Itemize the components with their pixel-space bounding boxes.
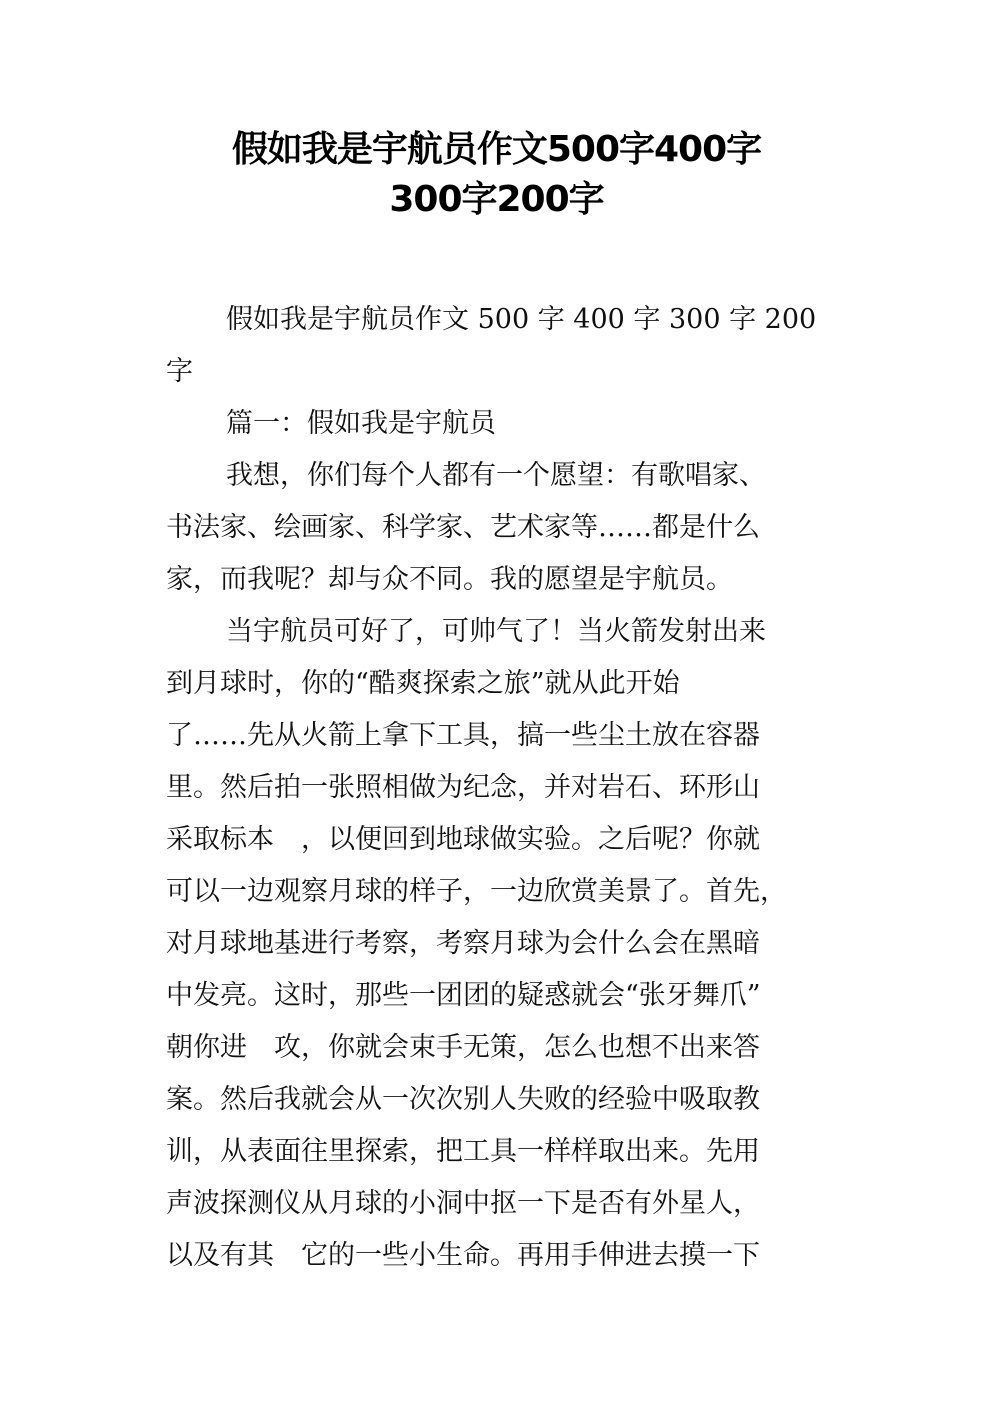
body-line: 家，而我呢？却与众不同。我的愿望是宇航员。 [166, 564, 733, 595]
body-line: 假如我是宇航员作文 500 字 400 字 300 字 200 [226, 304, 817, 335]
body-line: 对月球地基进行考察，考察月球为会什么会在黑暗 [166, 928, 760, 959]
body-line: 案。然后我就会从一次次别人失败的经验中吸取教 [166, 1084, 760, 1115]
body-line: 以及有其 它的一些小生命。再用手伸进去摸一下 [166, 1240, 760, 1271]
body-line: 了……先从火箭上拿下工具，搞一些尘土放在容器 [166, 720, 760, 751]
body-line: 到月球时，你的“酷爽探索之旅”就从此开始 [166, 668, 680, 699]
body-line: 中发亮。这时，那些一团团的疑惑就会“张牙舞爪” [166, 980, 761, 1011]
body-line: 声波探测仪从月球的小洞中抠一下是否有外星人， [166, 1188, 760, 1219]
body-line: 里。然后拍一张照相做为纪念，并对岩石、环形山 [166, 772, 760, 803]
body-line: 我想，你们每个人都有一个愿望：有歌唱家、 [226, 460, 766, 491]
body-line: 字 [166, 356, 193, 387]
body-line: 可以一边观察月球的样子，一边欣赏美景了。首先， [166, 876, 787, 907]
document-title-line-1: 假如我是宇航员作文500字400字 [231, 129, 762, 170]
body-line: 朝你进 攻，你就会束手无策，怎么也想不出来答 [166, 1032, 760, 1063]
body-line: 书法家、绘画家、科学家、艺术家等……都是什么 [166, 512, 760, 543]
body-line: 采取标本 ，以便回到地球做实验。之后呢？你就 [166, 824, 760, 855]
body-line: 训，从表面往里探索，把工具一样样取出来。先用 [166, 1136, 760, 1167]
document-title-line-2: 300字200字 [389, 179, 604, 220]
body-line: 当宇航员可好了，可帅气了！当火箭发射出来 [226, 616, 766, 647]
section-heading: 篇一：假如我是宇航员 [226, 408, 496, 439]
